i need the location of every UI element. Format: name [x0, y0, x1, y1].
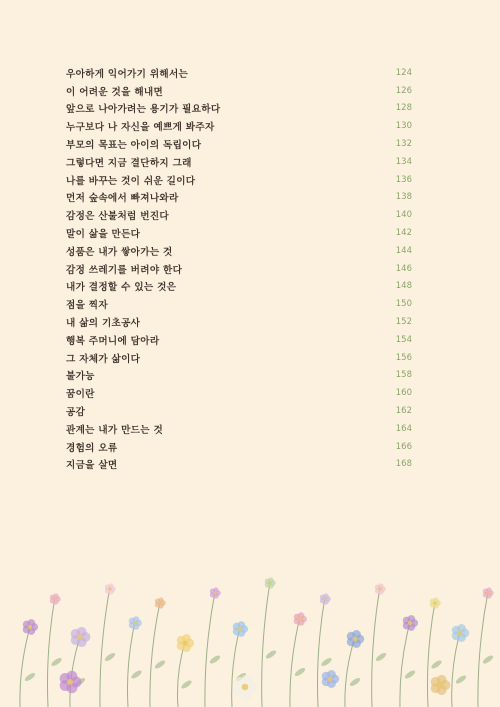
toc-entry	[66, 295, 412, 313]
table-of-contents	[66, 64, 412, 473]
toc-entry-title: 공감	[66, 407, 86, 419]
toc-entry-page-number: 134	[395, 156, 412, 167]
flower-center	[324, 598, 327, 601]
toc-entry	[66, 224, 412, 242]
toc-entry-page-number: 162	[395, 406, 412, 417]
toc-entry	[66, 331, 412, 349]
toc-entry-page-number: 146	[395, 263, 412, 274]
flower-center	[487, 592, 490, 595]
flower-center	[298, 617, 302, 621]
leaf-shape	[180, 679, 193, 690]
toc-entry-title: 먼저 숲속에서 빠져나와라	[66, 193, 179, 205]
flower-center	[353, 637, 358, 642]
toc-entry-page-number: 152	[395, 317, 412, 328]
stem-line	[262, 582, 270, 707]
toc-entry-title: 지금을 살면	[66, 460, 118, 472]
toc-entry-title: 나를 바꾸는 것이 쉬운 길이다	[66, 175, 196, 187]
toc-entry-page-number: 130	[395, 121, 412, 132]
leaf-shape	[24, 672, 37, 683]
stem-line	[478, 592, 488, 707]
stem-line	[452, 632, 460, 707]
toc-entry-page-number: 166	[395, 441, 412, 452]
toc-entry	[66, 64, 412, 82]
toc-entry	[66, 367, 412, 385]
stem-line	[345, 637, 355, 707]
toc-entry-title: 부모의 목표는 아이의 독립이다	[66, 140, 202, 152]
leaf-shape	[265, 649, 278, 660]
leaf-shape	[375, 652, 388, 663]
toc-entry-page-number: 140	[395, 210, 412, 221]
flower-center	[458, 631, 463, 636]
toc-entry-title: 관계는 내가 만드는 것	[66, 424, 164, 436]
toc-entry-page-number: 156	[395, 352, 412, 363]
toc-entry-title: 누구보다 나 자신을 예쁘게 봐주자	[66, 122, 215, 134]
leaf-shape	[482, 654, 495, 665]
toc-entry-title: 성품은 내가 쌓아가는 것	[66, 246, 173, 258]
leaf-shape	[455, 674, 468, 685]
leaf-shape	[154, 659, 167, 670]
stem-line	[100, 587, 110, 707]
flower-center	[214, 592, 217, 595]
toc-entry-title: 말이 삶을 만든다	[66, 229, 141, 241]
leaf-shape	[349, 677, 362, 688]
flower-center	[242, 684, 249, 691]
flower-center	[437, 682, 442, 687]
stem-line	[400, 622, 410, 707]
toc-entry-page-number: 126	[395, 85, 412, 96]
stem-line	[317, 597, 325, 707]
flower-center	[379, 588, 382, 591]
flower-center	[54, 598, 57, 601]
toc-entry-title: 행복 주머니에 담아라	[66, 335, 160, 347]
toc-entry-title: 내 삶의 기초공사	[66, 318, 141, 330]
toc-entry-title: 점을 찍자	[66, 300, 108, 312]
toc-entry-title: 꿈이란	[66, 389, 95, 401]
flower-center	[109, 588, 112, 591]
leaf-shape	[104, 652, 117, 663]
leaf-shape	[50, 657, 63, 668]
flower-center	[328, 677, 333, 682]
toc-entry-title: 이 어려운 것을 해내면	[66, 86, 164, 98]
toc-entry-page-number: 128	[395, 103, 412, 114]
stem-line	[47, 597, 55, 707]
toc-entry	[66, 349, 412, 367]
flower-center	[67, 679, 73, 685]
toc-entry	[66, 313, 412, 331]
flower-center	[133, 621, 137, 625]
toc-entry	[66, 171, 412, 189]
toc-entry	[66, 100, 412, 118]
toc-entry-page-number: 154	[395, 334, 412, 345]
toc-entry	[66, 206, 412, 224]
stem-line	[372, 587, 380, 707]
leaf-shape	[130, 669, 143, 680]
toc-entry-page-number: 158	[395, 370, 412, 381]
toc-entry	[66, 438, 412, 456]
toc-entry-page-number: 138	[395, 192, 412, 203]
leaf-shape	[320, 657, 333, 668]
flower-center	[159, 602, 162, 605]
flower-center	[77, 634, 82, 639]
toc-entry-title: 감정 쓰레기를 버려야 한다	[66, 264, 183, 276]
flower-center	[238, 627, 242, 631]
toc-entry	[66, 456, 412, 474]
toc-entry	[66, 153, 412, 171]
leaf-shape	[294, 667, 307, 678]
toc-entry-title: 그 자체가 삶이다	[66, 353, 141, 365]
toc-entry	[66, 260, 412, 278]
toc-entry-page-number: 132	[395, 139, 412, 150]
toc-entry	[66, 402, 412, 420]
toc-entry-title: 불가능	[66, 371, 95, 383]
toc-entry	[66, 135, 412, 153]
toc-entry	[66, 278, 412, 296]
toc-entry	[66, 420, 412, 438]
toc-entry-page-number: 142	[395, 228, 412, 239]
stem-line	[20, 627, 30, 707]
flower-center	[183, 641, 188, 646]
toc-entry-title: 경험의 오류	[66, 442, 118, 454]
toc-entry-title: 내가 결정할 수 있는 것은	[66, 282, 177, 294]
toc-entry-page-number: 148	[395, 281, 412, 292]
stem-line	[127, 622, 135, 707]
toc-entry-page-number: 164	[395, 423, 412, 434]
toc-entry-page-number: 124	[395, 67, 412, 78]
toc-entry-page-number: 168	[395, 459, 412, 470]
toc-entry-title: 그렇다면 지금 결단하지 그래	[66, 157, 192, 169]
flower-center	[434, 602, 437, 605]
floral-border-illustration	[0, 567, 500, 707]
leaf-shape	[404, 669, 417, 680]
stem-line	[177, 642, 185, 707]
flower-center	[28, 625, 32, 629]
toc-entry-title: 앞으로 나아가려는 용기가 필요하다	[66, 104, 221, 116]
toc-entry-title: 감정은 산불처럼 번진다	[66, 211, 169, 223]
flower-center	[408, 621, 412, 625]
leaf-shape	[209, 654, 222, 665]
stem-line	[150, 602, 160, 707]
toc-entry-page-number: 150	[395, 299, 412, 310]
flower-center	[269, 582, 272, 585]
leaf-shape	[430, 659, 443, 670]
toc-entry	[66, 242, 412, 260]
toc-entry-page-number: 160	[395, 388, 412, 399]
stem-line	[205, 592, 215, 707]
toc-entry	[66, 117, 412, 135]
stem-line	[290, 617, 300, 707]
toc-entry	[66, 82, 412, 100]
toc-entry-page-number: 144	[395, 245, 412, 256]
toc-entry	[66, 384, 412, 402]
toc-entry-page-number: 136	[395, 174, 412, 185]
toc-entry-title: 우아하게 익어가기 위해서는	[66, 68, 189, 80]
toc-entry	[66, 189, 412, 207]
